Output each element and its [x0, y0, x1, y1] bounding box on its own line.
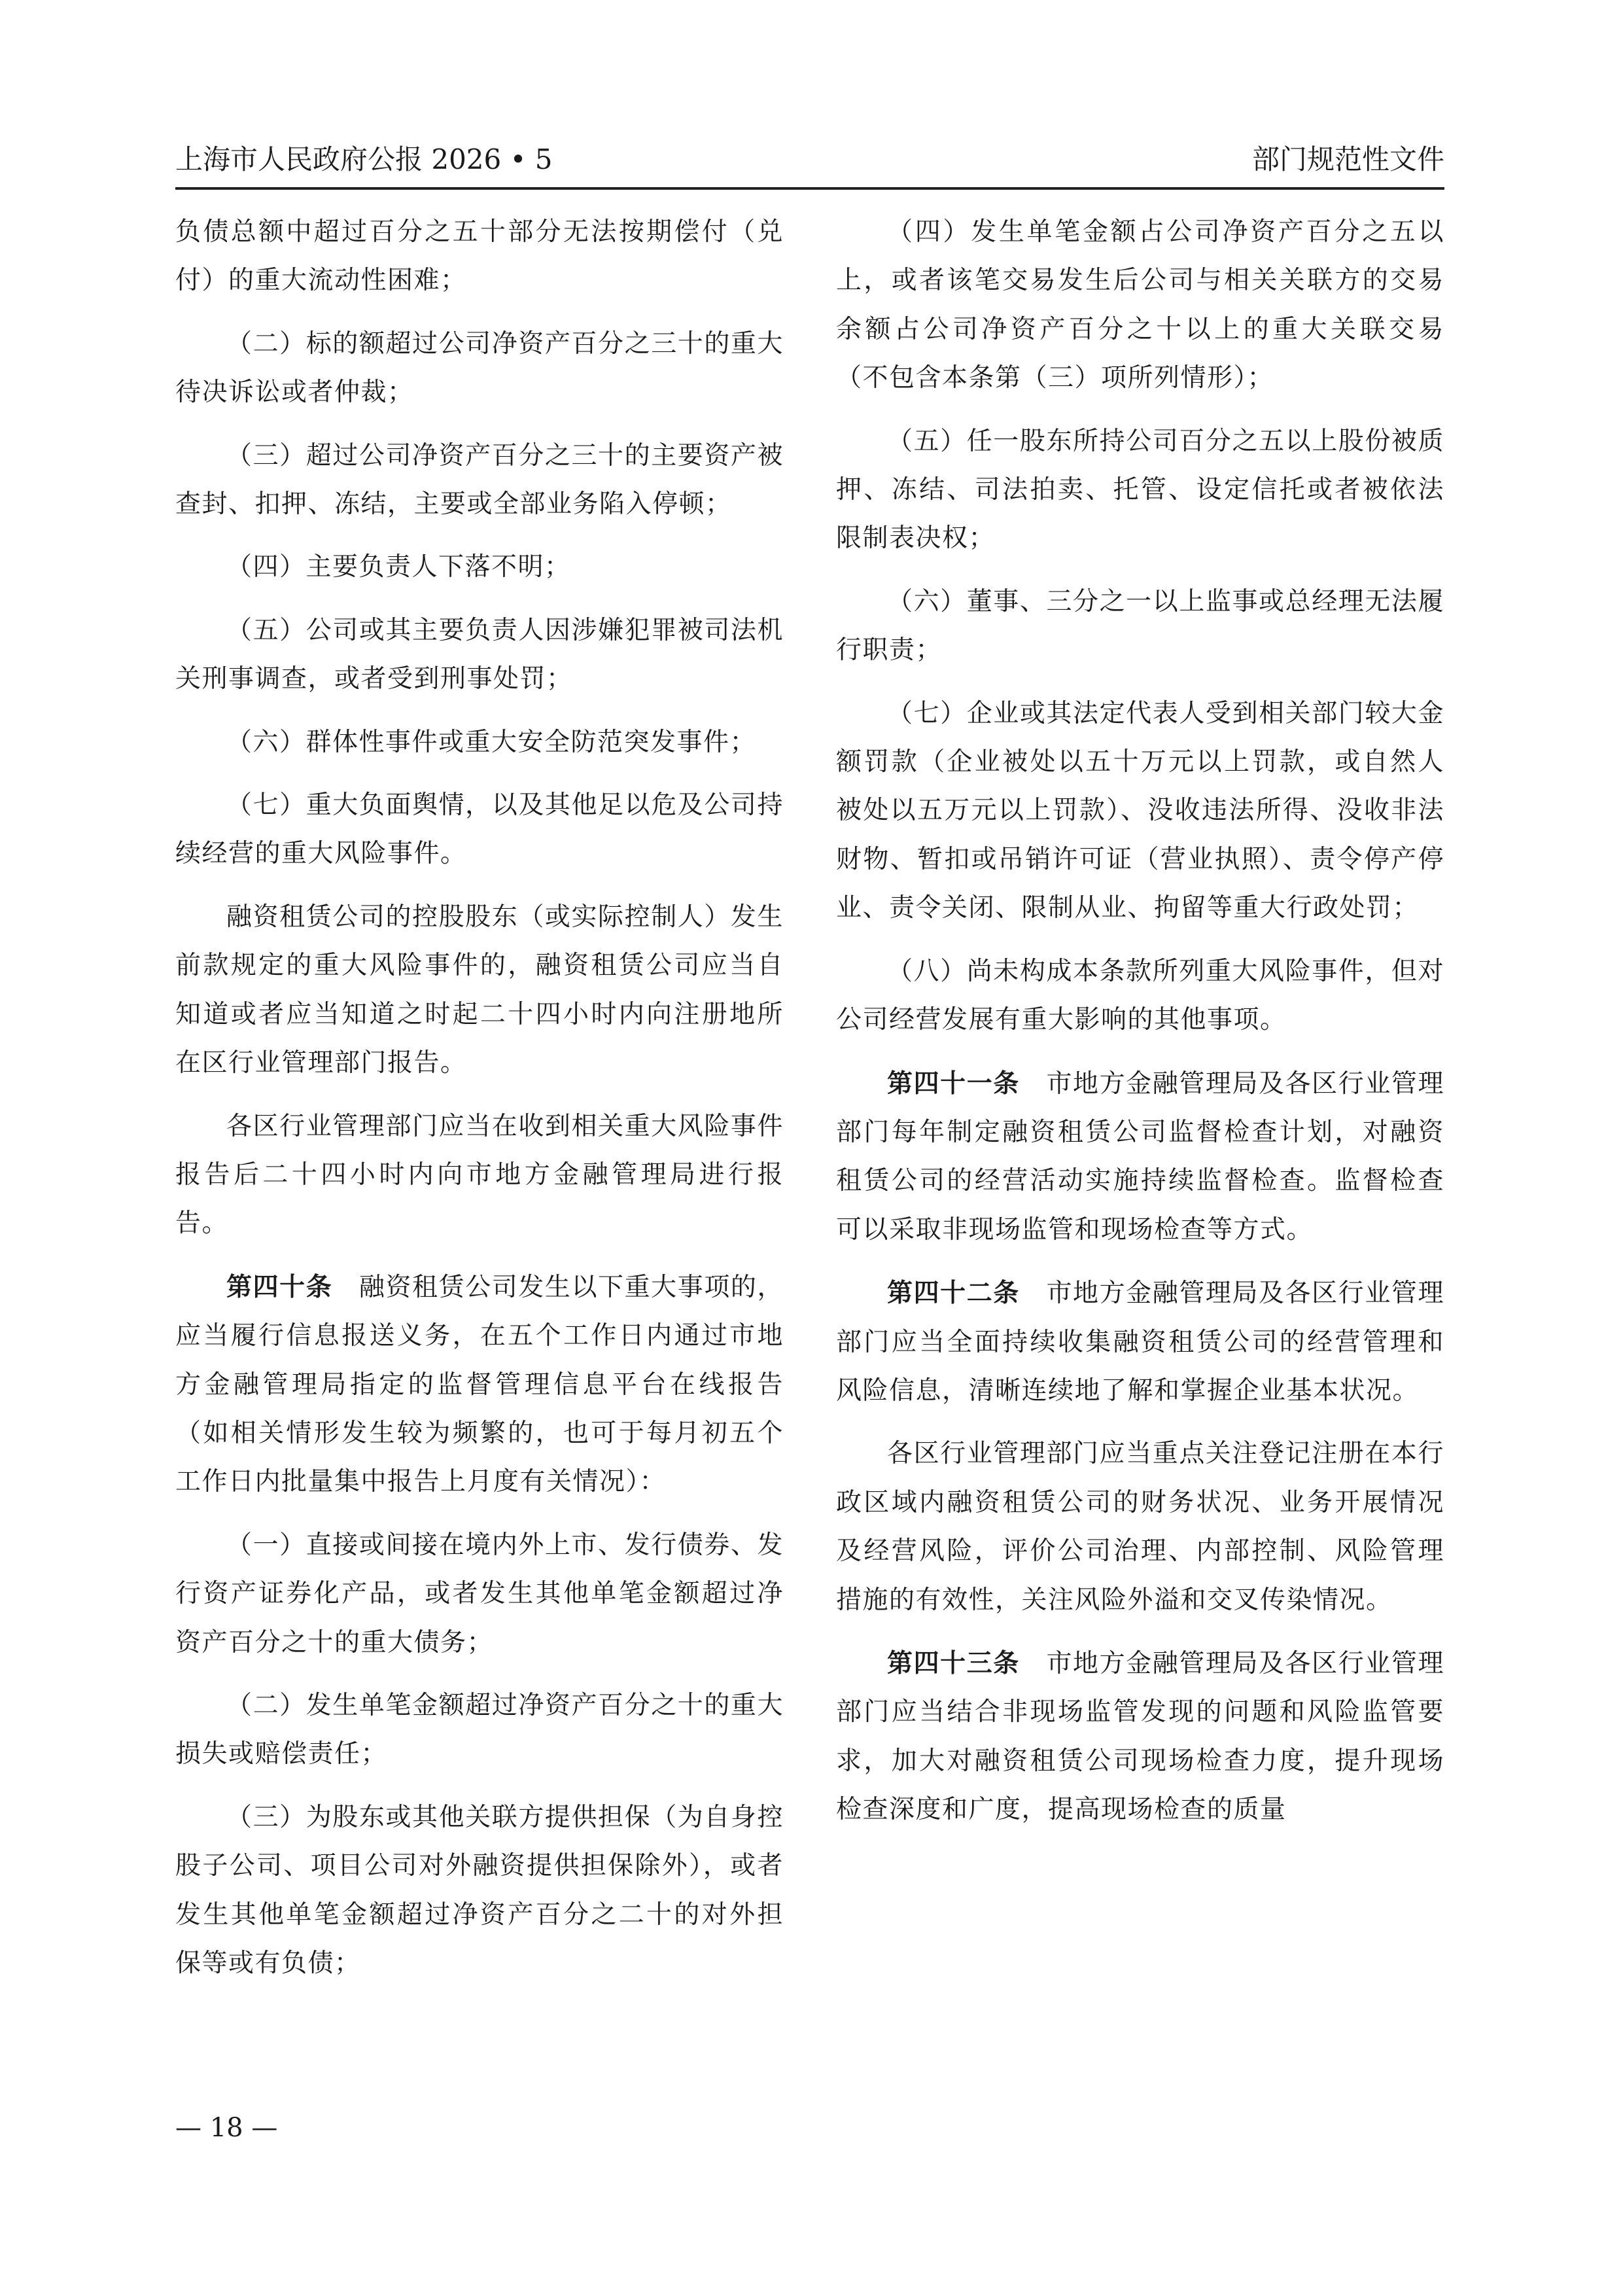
paragraph-text: 市地方金融管理局及各区行业管理部门应当全面持续收集融资租赁公司的经营管理和风险信息，清晰连续地了解和掌握企业基本状况。: [836, 1279, 1444, 1405]
paragraph: [836, 1269, 1444, 1415]
section-title: 部门规范性文件: [1251, 143, 1444, 175]
paragraph: [836, 1059, 1444, 1255]
paragraph-text: （二）标的额超过公司净资产百分之三十的重大待决诉讼或者仲裁；: [175, 328, 784, 408]
paragraph: [175, 1682, 784, 1779]
paragraph: [175, 543, 784, 592]
paragraph-text: 融资租赁公司的控股股东（或实际控制人）发生前款规定的重大风险事件的，融资租赁公司应当自知道或者应当知道之时起二十四小时内向注册地所在区行业管理部门报告。: [175, 902, 784, 1078]
article-number: 第四十三条: [887, 1648, 1020, 1678]
paragraph-text: （三）超过公司净资产百分之三十的主要资产被查封、扣押、冻结，主要或全部业务陷入停顿；: [175, 440, 784, 520]
paragraph-text: 负债总额中超过百分之五十部分无法按期偿付（兑付）的重大流动性困难；: [175, 217, 784, 296]
paragraph-text: （七）企业或其法定代表人受到相关部门较大金额罚款（企业被处以五十万元以上罚款，或自然人被处以五万元以上罚款）、没收违法所得、没收非法财物、暂扣或吊销许可证（营业执照）、责令停产停业、责令关闭、限制从业、拘留等重大行政处罚；: [836, 698, 1444, 923]
paragraph-text: （四）发生单笔金额占公司净资产百分之五以上，或者该笔交易发生后公司与相关关联方的交易余额占公司净资产百分之十以上的重大关联交易（不包含本条第（三）项所列情形）；: [836, 217, 1444, 393]
page-number: — 18 —: [175, 2113, 278, 2143]
article-number: 第四十二条: [887, 1278, 1020, 1309]
page-header: [175, 133, 1444, 186]
left-column: [175, 208, 784, 1988]
article-number: 第四十一条: [887, 1068, 1020, 1099]
paragraph: [175, 781, 784, 879]
paragraph-text: （一）直接或间接在境内外上市、发行债券、发行资产证券化产品，或者发生其他单笔金额超过净资产百分之十的重大债务；: [175, 1530, 784, 1657]
paragraph: [175, 432, 784, 529]
paragraph-text: 市地方金融管理局及各区行业管理部门应当结合非现场监管发现的问题和风险监管要求，加大对融资租赁公司现场检查力度，提升现场检查深度和广度，提高现场检查的质量: [836, 1648, 1444, 1825]
header-divider: [175, 187, 1444, 190]
paragraph-text: （七）重大负面舆情，以及其他足以危及公司持续经营的重大风险事件。: [175, 790, 784, 869]
paragraph: [175, 1103, 784, 1248]
paragraph: [836, 947, 1444, 1045]
paragraph: [175, 320, 784, 417]
paragraph-text: （五）任一股东所持公司百分之五以上股份被质押、冻结、司法拍卖、托管、设定信托或者被依法限制表决权；: [836, 426, 1444, 554]
paragraph: [836, 1639, 1444, 1835]
paragraph-text: （六）群体性事件或重大安全防范突发事件；: [226, 727, 757, 757]
paragraph: [836, 690, 1444, 933]
paragraph-text: （五）公司或其主要负责人因涉嫌犯罪被司法机关刑事调查，或者受到刑事处罚；: [175, 615, 784, 694]
paragraph-text: 各区行业管理部门应当在收到相关重大风险事件报告后二十四小时内向市地方金融管理局进行报告。: [175, 1111, 784, 1239]
paragraph: [836, 1430, 1444, 1625]
paragraph: [175, 718, 784, 767]
article-number: 第四十条: [226, 1271, 333, 1302]
paragraph-text: （八）尚未构成本条款所列重大风险事件，但对公司经营发展有重大影响的其他事项。: [836, 956, 1444, 1035]
paragraph: [175, 1521, 784, 1667]
paragraph: [175, 1793, 784, 1988]
paragraph-text: （四）主要负责人下落不明；: [226, 552, 571, 582]
paragraph-text: 各区行业管理部门应当重点关注登记注册在本行政区域内融资租赁公司的财务状况、业务开展情况及经营风险，评价公司治理、内部控制、风险管理措施的有效性，关注风险外溢和交叉传染情况。: [836, 1439, 1444, 1615]
paragraph: [175, 208, 784, 306]
right-column: [836, 208, 1444, 1835]
paragraph-text: （三）为股东或其他关联方提供担保（为自身控股子公司、项目公司对外融资提供担保除外），或者发生其他单笔金额超过净资产百分之二十的对外担保等或有负债；: [175, 1802, 784, 1978]
paragraph-text: 市地方金融管理局及各区行业管理部门每年制定融资租赁公司监督检查计划，对融资租赁公司的经营活动实施持续监督检查。监督检查可以采取非现场监管和现场检查等方式。: [836, 1069, 1444, 1245]
paragraph-text: 融资租赁公司发生以下重大事项的，应当履行信息报送义务，在五个工作日内通过市地方金融管理局指定的监督管理信息平台在线报告（如相关情形发生较为频繁的，也可于每月初五个工作日内批量集中报告上月度有关情况）：: [175, 1272, 784, 1497]
paragraph: [836, 417, 1444, 563]
paragraph: [836, 208, 1444, 403]
paragraph: [175, 893, 784, 1088]
paragraph: [175, 607, 784, 704]
paragraph-text: （二）发生单笔金额超过净资产百分之十的重大损失或赔偿责任；: [175, 1690, 784, 1769]
journal-title: 上海市人民政府公报 2026 • 5: [175, 143, 553, 175]
paragraph: [175, 1263, 784, 1507]
paragraph: [836, 578, 1444, 675]
paragraph-text: （六）董事、三分之一以上监事或总经理无法履行职责；: [836, 586, 1444, 665]
